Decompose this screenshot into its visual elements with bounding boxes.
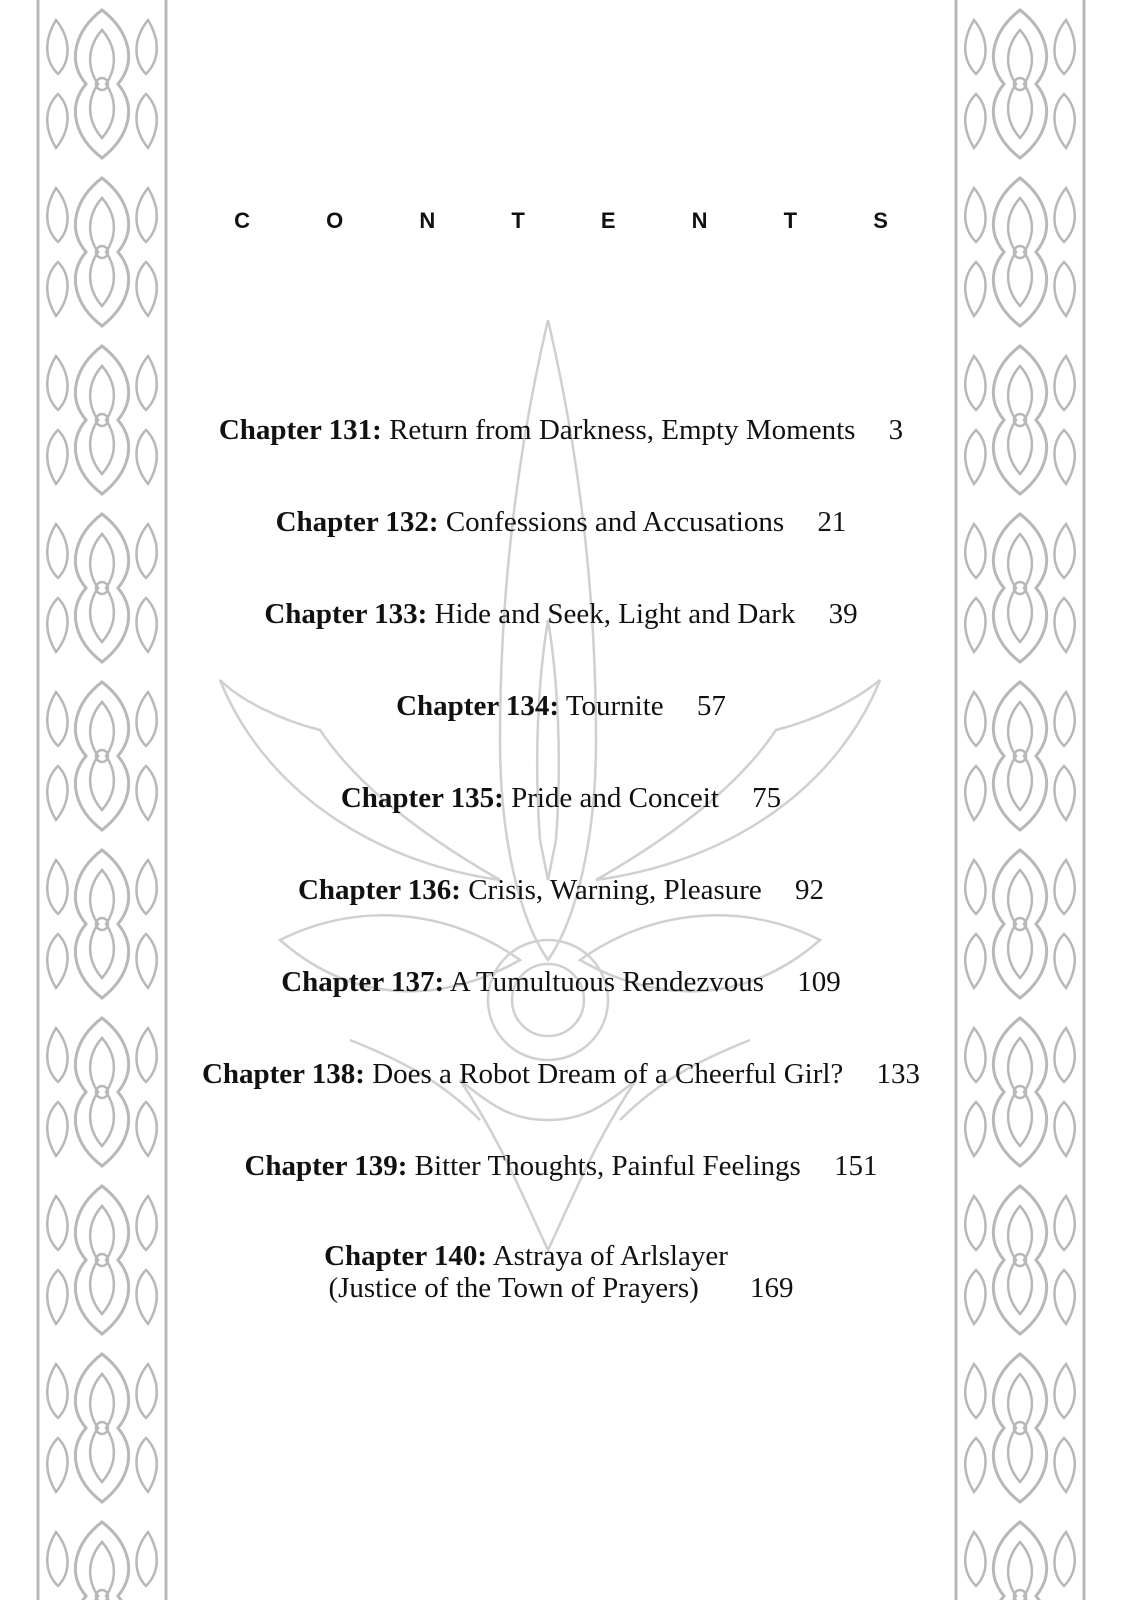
chapter-page-number: 109 (797, 966, 841, 998)
chapter-title: Pride and Conceit (511, 782, 719, 814)
chapter-label: Chapter 133: (264, 598, 428, 630)
chapter-title: A Tumultuous Rendezvous (449, 966, 765, 998)
toc-entry[interactable] (0, 598, 1122, 630)
toc-entry[interactable] (0, 414, 1122, 446)
chapter-label: Chapter 135: (340, 782, 504, 814)
chapter-page-number: 57 (696, 690, 726, 722)
chapter-page-number: 3 (888, 414, 904, 446)
chapter-label: Chapter 136: (297, 874, 461, 906)
chapter-title: Return from Darkness, Empty Moments (389, 414, 856, 446)
chapter-label: Chapter 137: (281, 966, 445, 998)
chapter-page-number: 21 (817, 506, 847, 538)
chapter-label: Chapter 134: (396, 690, 560, 722)
chapter-title: Confessions and Accusations (445, 506, 785, 538)
chapter-title: Astraya of Arlslayer (492, 1240, 728, 1272)
chapter-label: Chapter 132: (275, 506, 439, 538)
toc-entry[interactable] (0, 966, 1122, 998)
chapter-title: Crisis, Warning, Pleasure (468, 874, 762, 906)
chapter-label: Chapter 140: (324, 1240, 488, 1272)
chapter-title: Bitter Thoughts, Painful Feelings (414, 1150, 801, 1182)
toc-entry[interactable] (0, 690, 1122, 722)
toc-entry[interactable] (0, 874, 1122, 906)
chapter-page-number: 92 (795, 874, 825, 906)
contents-heading: C O N T E N T S (234, 208, 923, 233)
toc-entry[interactable] (0, 506, 1122, 538)
chapter-page-number: 169 (750, 1272, 794, 1304)
toc-entry[interactable] (0, 1240, 1122, 1304)
toc-entry[interactable] (0, 1150, 1122, 1182)
chapter-page-number: 75 (752, 782, 782, 814)
chapter-label: Chapter 131: (218, 414, 382, 446)
chapter-label: Chapter 139: (244, 1150, 408, 1182)
toc-entry[interactable] (0, 782, 1122, 814)
chapter-page-number: 133 (876, 1058, 921, 1090)
toc-entry[interactable] (0, 1058, 1122, 1090)
chapter-label: Chapter 138: (201, 1058, 365, 1090)
chapter-title: Does a Robot Dream of a Cheerful Girl? (372, 1058, 844, 1090)
chapter-title: Tournite (565, 690, 664, 722)
chapter-page-number: 39 (828, 598, 858, 630)
chapter-title: Hide and Seek, Light and Dark (434, 598, 796, 630)
chapter-page-number: 151 (834, 1150, 878, 1182)
chapter-subtitle: (Justice of the Town of Prayers) (328, 1272, 699, 1304)
